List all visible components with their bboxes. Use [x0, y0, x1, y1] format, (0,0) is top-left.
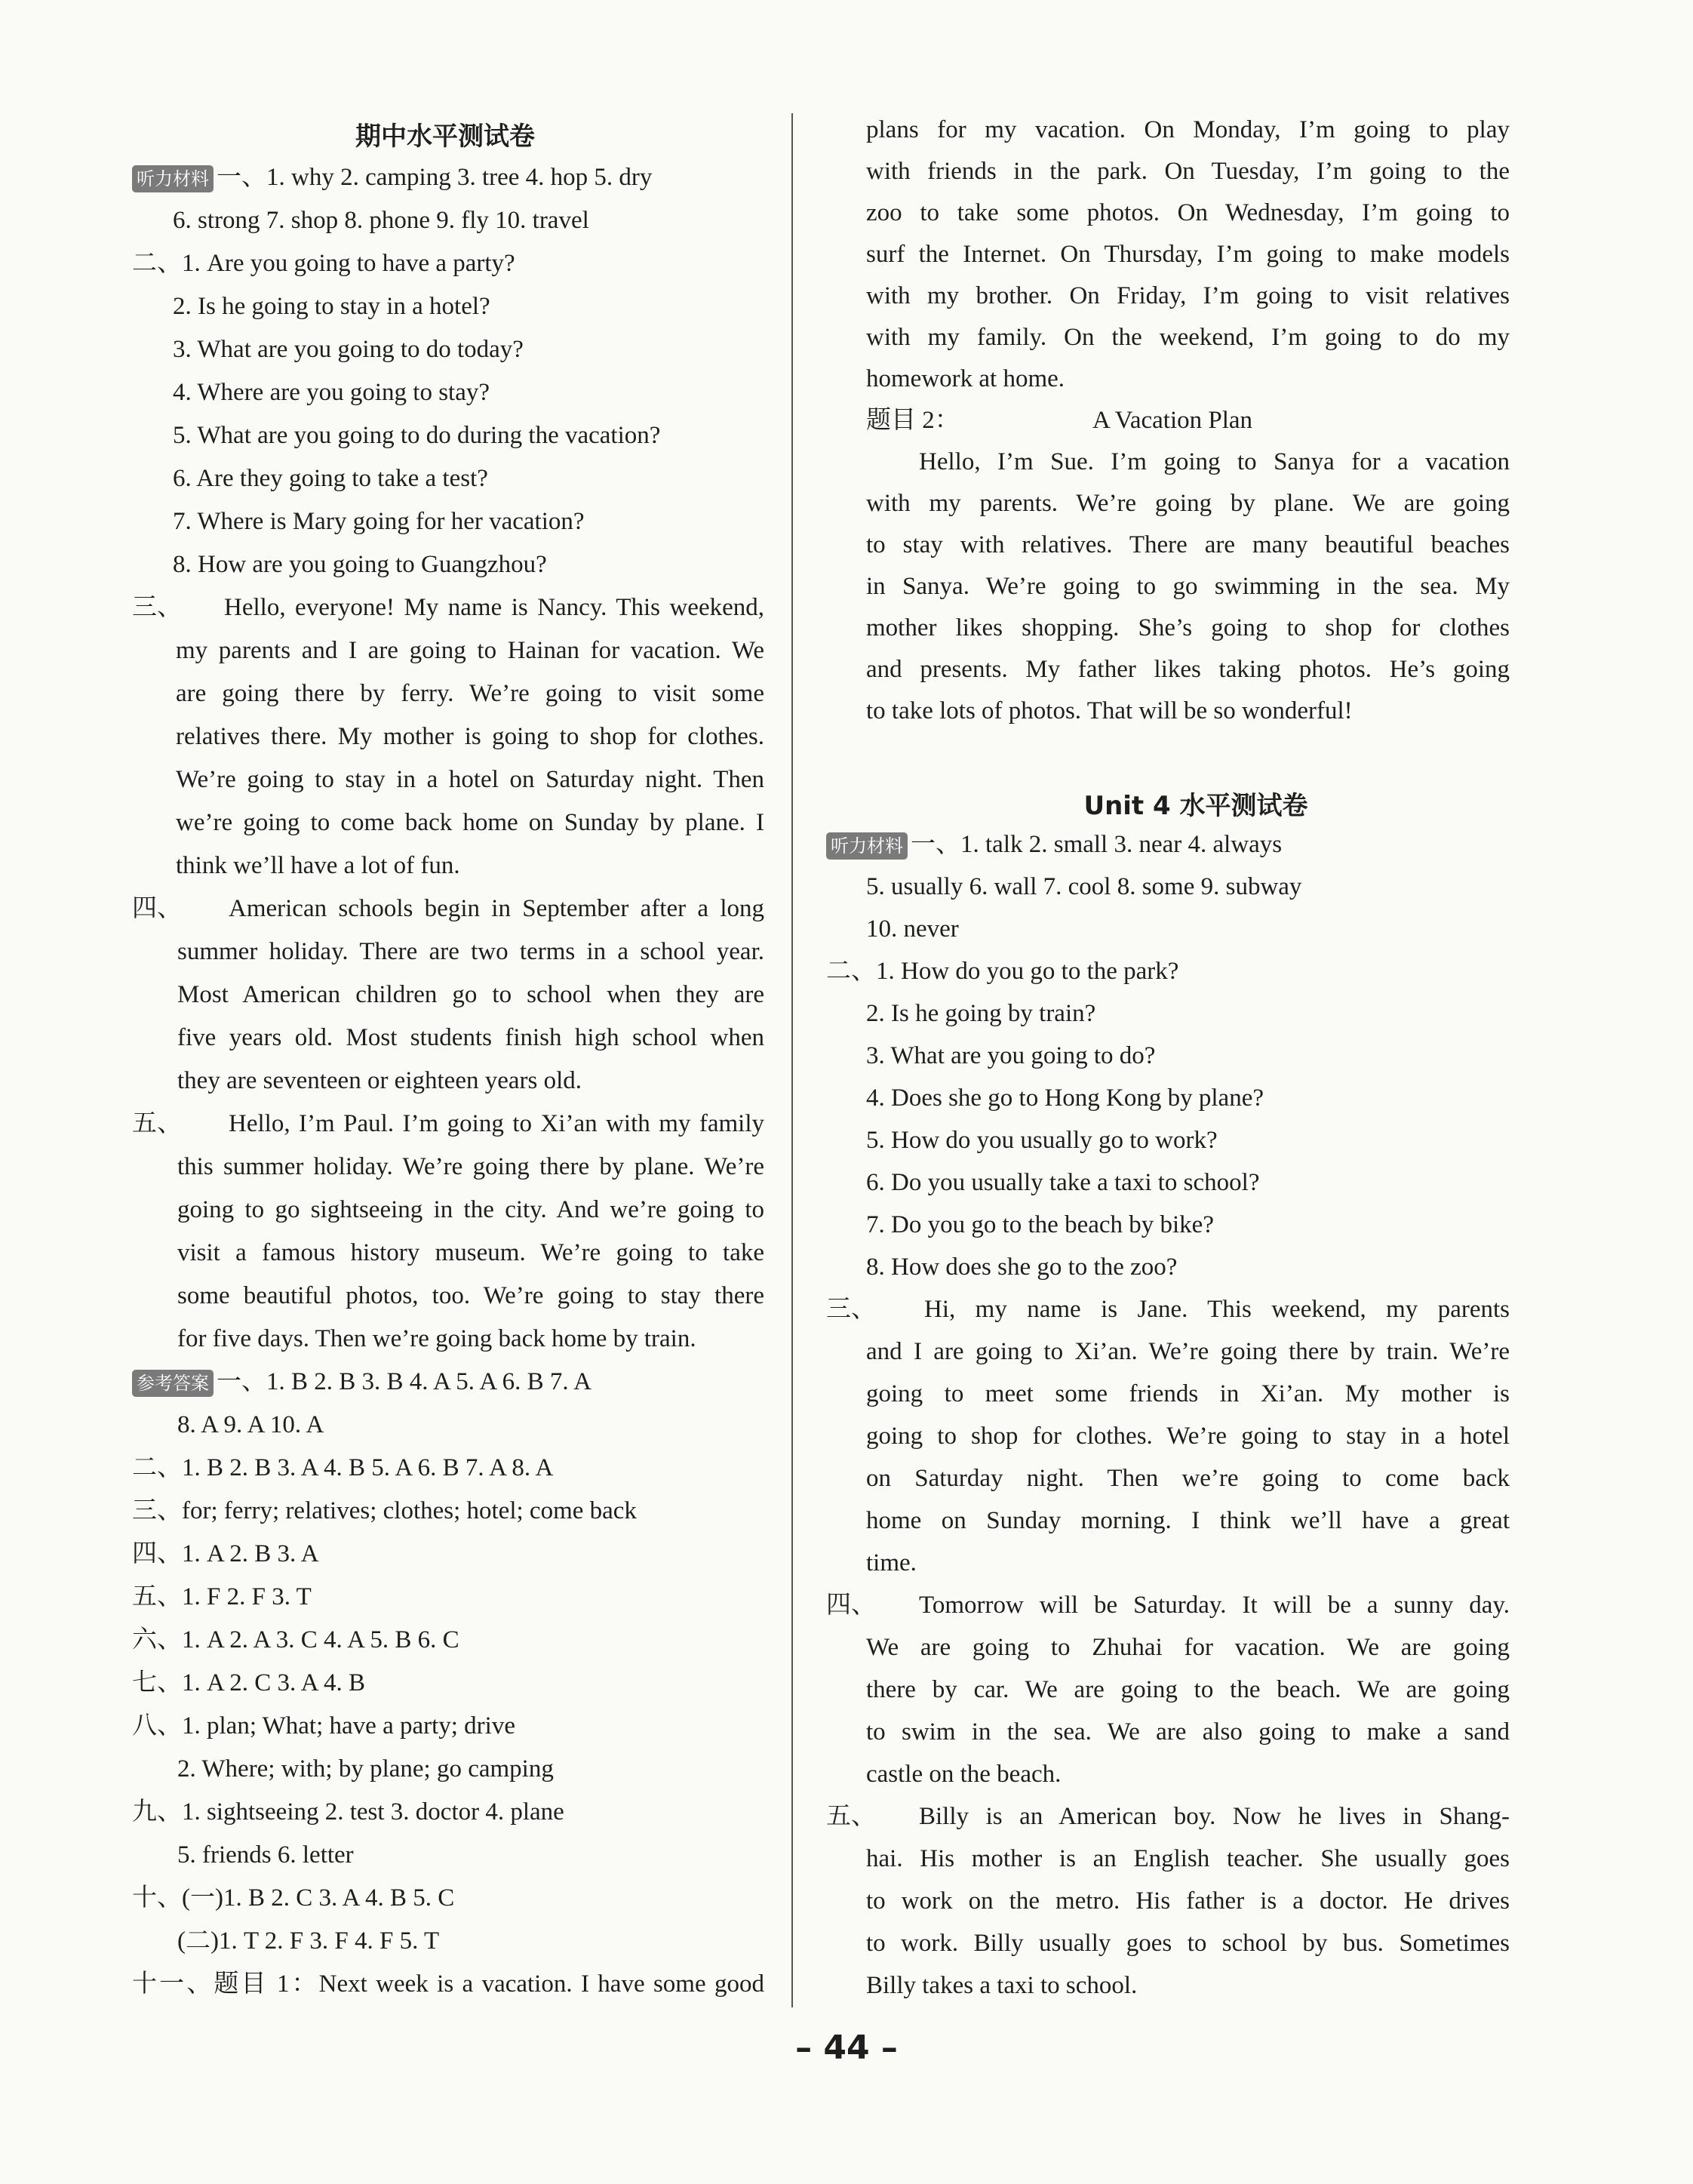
- text-line: 8. How are you going to Guangzhou?: [173, 551, 547, 578]
- text-line: 2. Is he going by train?: [866, 1000, 1096, 1027]
- unit4-title: Unit 4 水平测试卷: [1083, 791, 1308, 821]
- text-line: to take lots of photos. That will be so wonderful!: [866, 697, 1353, 724]
- text-line: Hello, I’m Paul. I’m going to Xi’an with my family: [229, 1110, 764, 1137]
- text-line: 二、1. How do you go to the park?: [826, 958, 1179, 985]
- text-line: think we’ll have a lot of fun.: [176, 852, 460, 879]
- text-line: 4. Does she go to Hong Kong by plane?: [866, 1084, 1264, 1112]
- text-line: going to go sightseeing in the city. And we’re going to: [177, 1196, 764, 1223]
- text-line: are going there by ferry. We’re going to visit some: [176, 680, 764, 707]
- text-line: visit a famous history museum. We’re going to take: [177, 1239, 764, 1266]
- essay-title: A Vacation Plan: [1092, 407, 1253, 434]
- text-line: homework at home.: [866, 365, 1065, 392]
- text-line: plans for my vacation. On Monday, I’m going to play: [866, 116, 1510, 143]
- text-line: they are seventeen or eighteen years old.: [177, 1067, 582, 1094]
- text-line: 四、1. A 2. B 3. A: [132, 1540, 319, 1567]
- text-line: to work. Billy usually goes to school by bus. Sometimes: [866, 1930, 1510, 1957]
- text-line: 二、1. B 2. B 3. A 4. B 5. A 6. B 7. A 8. A: [132, 1454, 554, 1481]
- text-line: home on Sunday morning. I think we’ll have a great: [866, 1507, 1510, 1534]
- text-line: 3. What are you going to do today?: [173, 336, 524, 363]
- text-line: 7. Where is Mary going for her vacation?: [173, 508, 585, 535]
- text-line: 十、(一)1. B 2. C 3. A 4. B 5. C: [132, 1884, 455, 1912]
- section-marker: 五、: [132, 1110, 182, 1137]
- listening-tag: 听力材料: [132, 165, 214, 192]
- text-line: with my parents. We’re going by plane. We are going: [866, 490, 1510, 517]
- text-line: (二)1. T 2. F 3. F 4. F 5. T: [177, 1927, 440, 1955]
- text-line: 8. How does she go to the zoo?: [866, 1253, 1178, 1281]
- section-marker: 三、: [132, 594, 182, 621]
- text-line: and presents. My father likes taking photos. He’s going: [866, 656, 1510, 683]
- text-line: to stay with relatives. There are many beautiful beaches: [866, 531, 1510, 558]
- text-line: 题目 2：: [866, 407, 960, 434]
- text-line: we’re going to come back home on Sunday by plane. I: [176, 809, 764, 836]
- text-line: 六、1. A 2. A 3. C 4. A 5. B 6. C: [132, 1626, 459, 1653]
- text-line: in Sanya. We’re going to go swimming in the sea. My: [866, 573, 1510, 600]
- text-line: 3. What are you going to do?: [866, 1042, 1156, 1069]
- text-line: to work on the metro. His father is a doctor. He drives: [866, 1887, 1510, 1915]
- text-line: 7. Do you go to the beach by bike?: [866, 1211, 1214, 1238]
- text-line: zoo to take some photos. On Wednesday, I’m going to: [866, 199, 1510, 226]
- text-line: Tomorrow will be Saturday. It will be a sunny day.: [919, 1592, 1510, 1619]
- text-line: 2. Is he going to stay in a hotel?: [173, 293, 490, 320]
- text-line: 5. What are you going to do during the vacation?: [173, 422, 661, 449]
- text-line: 五、1. F 2. F 3. T: [132, 1583, 312, 1610]
- text-line: 一、1. talk 2. small 3. near 4. always: [911, 831, 1283, 858]
- text-line: mother likes shopping. She’s going to shop for clothes: [866, 614, 1510, 641]
- page-number: – 44 –: [795, 2029, 898, 2067]
- text-line: Most American children go to school when they are: [177, 981, 764, 1008]
- text-line: there by car. We are going to the beach. We are going: [866, 1676, 1510, 1703]
- text-line: 八、1. plan; What; have a party; drive: [132, 1712, 515, 1740]
- section-marker: 四、: [132, 895, 182, 922]
- text-line: going to meet some friends in Xi’an. My mother is: [866, 1380, 1510, 1407]
- text-line: relatives there. My mother is going to shop for clothes.: [176, 723, 764, 750]
- answer-key-line: [132, 1367, 591, 1397]
- text-line: 8. A 9. A 10. A: [177, 1411, 324, 1438]
- text-line: 一、1. B 2. B 3. B 4. A 5. A 6. B 7. A: [217, 1368, 591, 1395]
- text-line: and I are going to Xi’an. We’re going there by train. We’re: [866, 1338, 1510, 1365]
- text-line: summer holiday. There are two terms in a school year.: [177, 938, 764, 965]
- text-line: with friends in the park. On Tuesday, I’m going to the: [866, 158, 1510, 185]
- text-line: Hello, everyone! My name is Nancy. This weekend,: [224, 594, 764, 621]
- text-line: 5. friends 6. letter: [177, 1841, 354, 1869]
- text-line: some beautiful photos, too. We’re going to stay there: [177, 1282, 764, 1309]
- text-line: castle on the beach.: [866, 1761, 1062, 1788]
- text-line: Billy is an American boy. Now he lives in Shang-: [919, 1803, 1510, 1830]
- text-line: 4. Where are you going to stay?: [173, 379, 490, 406]
- text-line: 一、1. why 2. camping 3. tree 4. hop 5. dry: [217, 164, 653, 191]
- text-line: this summer holiday. We’re going there by plane. We’re: [177, 1153, 764, 1180]
- text-line: 6. strong 7. shop 8. phone 9. fly 10. travel: [173, 207, 589, 234]
- column-divider: [791, 113, 793, 2007]
- listening-tag: 听力材料: [826, 832, 908, 860]
- text-line: surf the Internet. On Thursday, I’m going to make models: [866, 241, 1510, 268]
- section-marker: 三、: [826, 1296, 876, 1323]
- text-line: five years old. Most students finish high school when: [177, 1024, 764, 1051]
- text-line: 2. Where; with; by plane; go camping: [177, 1755, 554, 1783]
- section-marker: 五、: [826, 1803, 876, 1830]
- listening-answer-line: [826, 829, 1282, 860]
- text-line: for five days. Then we’re going back home by train.: [177, 1325, 696, 1352]
- text-line: American schools begin in September after a long: [229, 895, 764, 922]
- text-line: hai. His mother is an English teacher. She usually goes: [866, 1845, 1510, 1872]
- text-line: with my brother. On Friday, I’m going to visit relatives: [866, 282, 1510, 309]
- text-line: Hi, my name is Jane. This weekend, my parents: [924, 1296, 1510, 1323]
- text-line: 10. never: [866, 915, 959, 943]
- text-line: We are going to Zhuhai for vacation. We are going: [866, 1634, 1510, 1661]
- text-line: my parents and I are going to Hainan for vacation. We: [176, 637, 764, 664]
- text-line: 十一、题目 1：Next week is a vacation. I have some good: [132, 1970, 764, 1998]
- text-line: to swim in the sea. We are also going to make a sand: [866, 1718, 1510, 1746]
- text-line: Billy takes a taxi to school.: [866, 1972, 1138, 1999]
- answers-tag: 参考答案: [132, 1370, 214, 1397]
- text-line: with my family. On the weekend, I’m going to do my: [866, 324, 1510, 351]
- text-line: on Saturday night. Then we’re going to come back: [866, 1465, 1510, 1492]
- midterm-title: 期中水平测试卷: [355, 122, 535, 152]
- text-line: 三、for; ferry; relatives; clothes; hotel; come back: [132, 1497, 637, 1524]
- text-line: Hello, I’m Sue. I’m going to Sanya for a vacation: [919, 448, 1510, 475]
- text-line: going to shop for clothes. We’re going to stay in a hotel: [866, 1423, 1510, 1450]
- section-marker: 四、: [826, 1592, 876, 1619]
- text-line: time.: [866, 1549, 917, 1576]
- text-line: 5. How do you usually go to work?: [866, 1127, 1218, 1154]
- text-line: 七、1. A 2. C 3. A 4. B: [132, 1669, 365, 1696]
- text-line: 5. usually 6. wall 7. cool 8. some 9. subway: [866, 873, 1302, 900]
- listening-answer-line: [132, 162, 652, 192]
- text-line: 二、1. Are you going to have a party?: [132, 250, 515, 277]
- text-line: 6. Do you usually take a taxi to school?: [866, 1169, 1260, 1196]
- text-line: We’re going to stay in a hotel on Saturday night. Then: [176, 766, 764, 793]
- text-line: 九、1. sightseeing 2. test 3. doctor 4. plane: [132, 1798, 564, 1826]
- text-line: 6. Are they going to take a test?: [173, 465, 488, 492]
